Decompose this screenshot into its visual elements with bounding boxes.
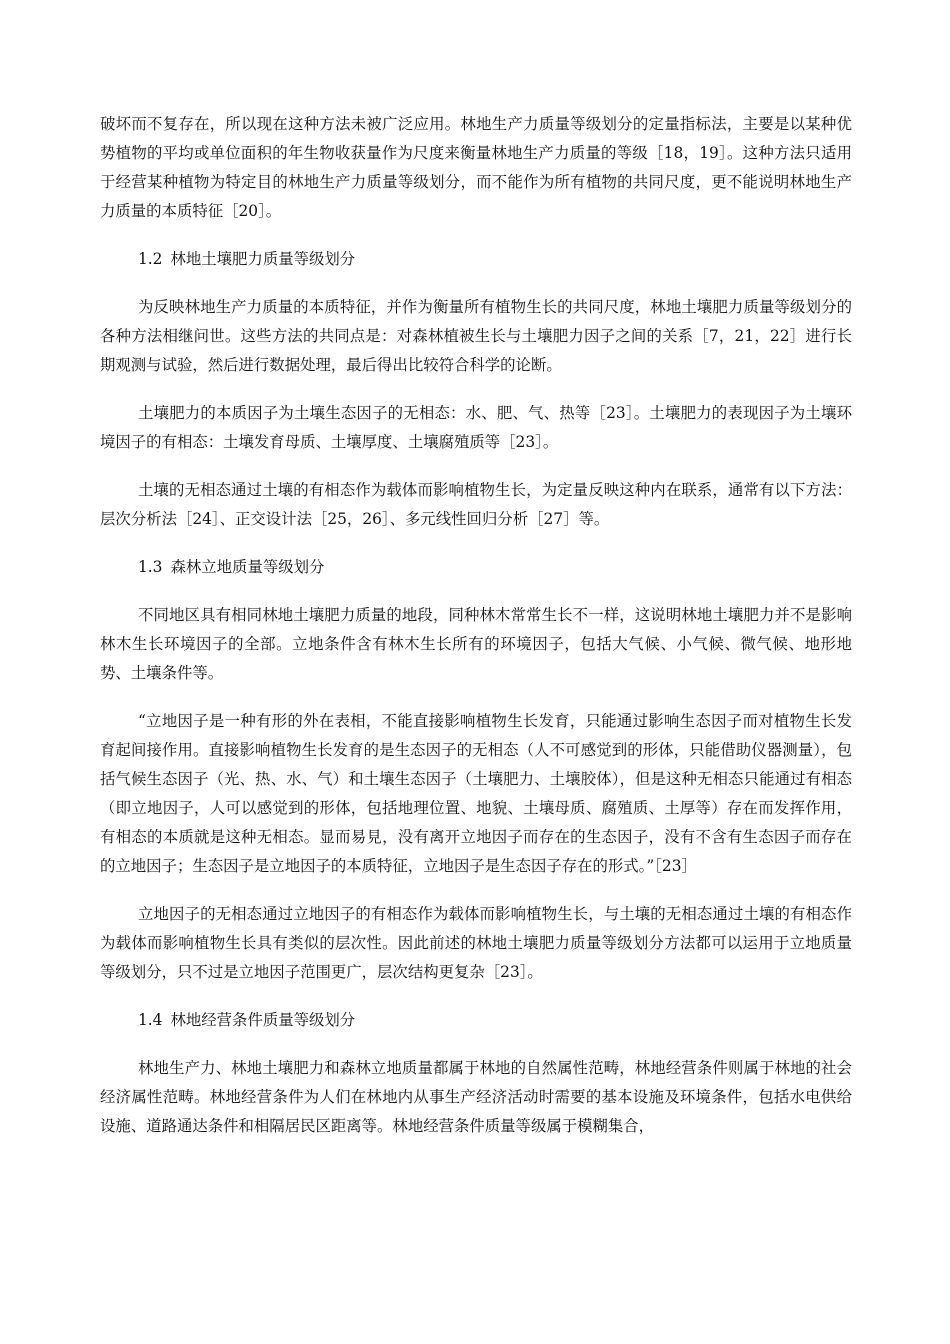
paragraph: 为反映林地生产力质量的本质特征，并作为衡量所有植物生长的共同尺度，林地土壤肥力质量等级划分的各种方法相继问世。这些方法的共同点是：对森林植被生长与土壤肥力因子之间的关系［7，21，22］进行长期观测与试验，然后进行数据处理，最后得出比较符合科学的论断。 xyxy=(100,298,852,374)
section-title: 林地经营条件质量等级划分 xyxy=(170,1011,356,1029)
section-heading-1-2 xyxy=(100,245,852,274)
paragraph: 林地生产力、林地土壤肥力和森林立地质量都属于林地的自然属性范畴，林地经营条件则属于林地的社会经济属性范畴。林地经营条件为人们在林地内从事生产经济活动时需要的基本设施及环境条件，包括水电供给设施、道路通达条件和相隔居民区距离等。林地经营条件质量等级属于模糊集合， xyxy=(100,1059,852,1135)
section-number: 1.4 xyxy=(138,1011,163,1029)
paragraph: 立地因子的无相态通过立地因子的有相态作为载体而影响植物生长，与土壤的无相态通过土壤的有相态作为载体而影响植物生长具有类似的层次性。因此前述的林地土壤肥力质量等级划分方法都可以运用于立地质量等级划分，只不过是立地因子范围更广，层次结构更复杂［23］。 xyxy=(100,905,852,981)
quote-paragraph: “立地因子是一种有形的外在表相，不能直接影响植物生长发育，只能通过影响生态因子而对植物生长发育起间接作用。直接影响植物生长发育的是生态因子的无相态（人不可感觉到的形体，只能借助仪器测量），包括气候生态因子（光、热、水、气）和土壤生态因子（土壤肥力、土壤胶体），但是这种无相态只能通过有相态（即立地因子，人可以感觉到的形体，包括地理位置、地貌、土壤母质、腐殖质、土厚等）存在而发挥作用，有相态的本质就是这种无相态。显而易見，没有离开立地因子而存在的生态因子，没有不含有生态因子而存在的立地因子；生态因子是立地因子的本质特征，立地因子是生态因子存在的形式。”［23］ xyxy=(100,712,852,875)
paragraph: 土壤肥力的本质因子为土壤生态因子的无相态：水、肥、气、热等［23］。土壤肥力的表现因子为土壤环境因子的有相态：土壤发育母质、土壤厚度、土壤腐殖质等［23］。 xyxy=(100,404,852,451)
section-heading-1-3 xyxy=(100,553,852,582)
section-number: 1.3 xyxy=(138,558,163,576)
paragraph: 土壤的无相态通过土壤的有相态作为载体而影响植物生长，为定量反映这种内在联系，通常有以下方法：层次分析法［24］、正交设计法［25，26］、多元线性回归分析［27］等。 xyxy=(100,481,852,528)
section-title: 森林立地质量等级划分 xyxy=(170,558,325,576)
paragraph: 不同地区具有相同林地土壤肥力质量的地段，同种林木常常生长不一样，这说明林地土壤肥力并不是影响林木生长环境因子的全部。立地条件含有林木生长所有的环境因子，包括大气候、小气候、微气候、地形地势、土壤条件等。 xyxy=(100,606,852,682)
section-title: 林地土壤肥力质量等级划分 xyxy=(170,250,356,268)
section-number: 1.2 xyxy=(138,250,163,268)
section-heading-1-4 xyxy=(100,1006,852,1035)
paragraph-continuation: 破坏而不复存在，所以现在这种方法未被广泛应用。林地生产力质量等级划分的定量指标法，主要是以某种优势植物的平均或单位面积的年生物收获量作为尺度来衡量林地生产力质量的等级［18，19］。这种方法只适用于经营某种植物为特定目的林地生产力质量等级划分，而不能作为所有植物的共同尺度，更不能说明林地生产力质量的本质特征［20］。 xyxy=(100,115,852,220)
document-page xyxy=(100,110,852,1160)
